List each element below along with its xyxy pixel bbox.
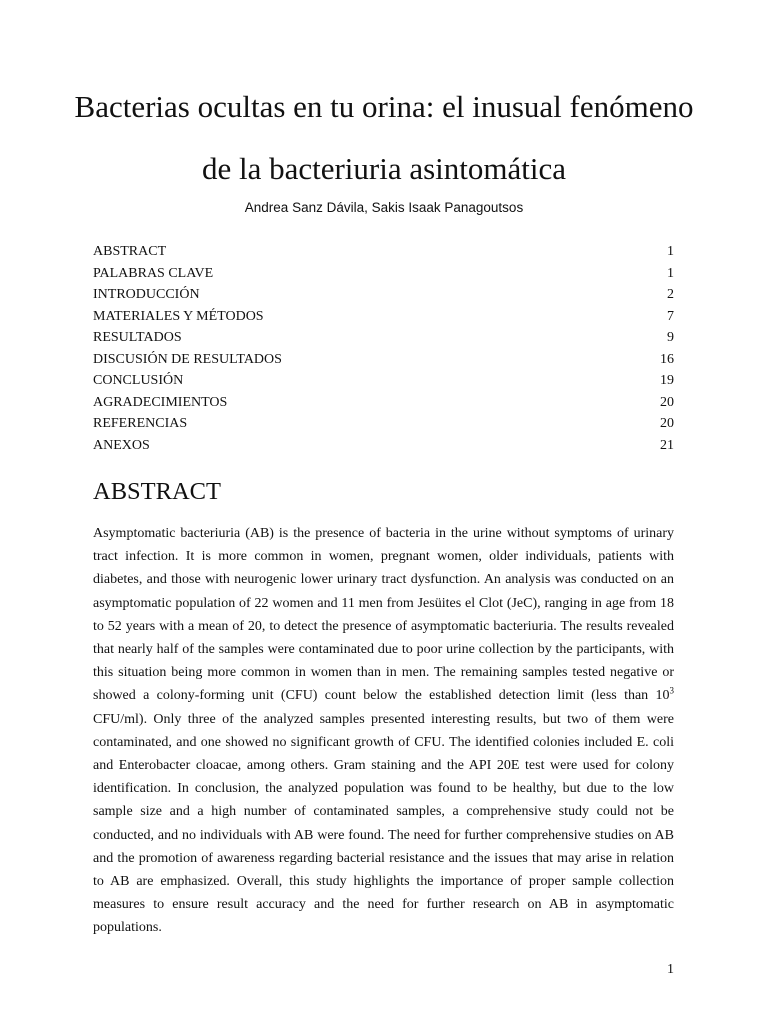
toc-entry	[93, 435, 674, 457]
toc-entry-page: 1	[667, 244, 674, 259]
abstract-paragraph	[93, 522, 674, 940]
abstract-superscript: 3	[669, 685, 674, 696]
toc-entry-page: 1	[667, 265, 674, 281]
page-number: 1	[667, 962, 674, 977]
abstract-text-part: CFU/ml). Only three of the analyzed samples presented interesting results, but two of them were contaminated, and one showed no significant growth of CFU. The identified colonies included E. coli and Enterobacter cloacae, among others. Gram staining and the API 20E test were used for colony identification. In conclusion, the analyzed population was found to be healthy, but due to the low sample size and a high number of contaminated samples, a comprehensive study could not be conducted, and no individuals with AB were found. The need for further comprehensive studies on AB and the promotion of awareness regarding bacterial resistance and the issues that may arise in relation to AB are emphasized. Overall, this study highlights the importance of proper sample collection measures to ensure result accuracy and the need for further research on AB in asymptomatic populations.	[93, 711, 674, 936]
toc-entry	[93, 370, 674, 392]
authors-line: Andrea Sanz Dávila, Sakis Isaak Panagoutsos	[244, 200, 524, 215]
toc-entry-label: ANEXOS	[93, 437, 150, 453]
toc-entry	[93, 284, 674, 306]
toc-entry-page: 21	[660, 437, 674, 453]
toc-entry	[93, 349, 674, 371]
toc-entry	[93, 263, 674, 285]
toc-entry-label: DISCUSIÓN DE RESULTADOS	[93, 351, 282, 367]
toc-entry-page: 2	[667, 287, 674, 302]
table-of-contents	[93, 241, 674, 456]
toc-entry	[93, 392, 674, 414]
toc-entry-page: 19	[660, 373, 674, 388]
toc-entry	[93, 241, 674, 263]
toc-entry-label: MATERIALES Y MÉTODOS	[93, 308, 264, 324]
toc-entry-page: 9	[667, 330, 674, 345]
toc-entry	[93, 413, 674, 435]
toc-entry-label: CONCLUSIÓN	[93, 373, 184, 388]
toc-entry	[93, 327, 674, 349]
toc-entry-label: INTRODUCCIÓN	[93, 287, 200, 302]
abstract-heading: ABSTRACT	[93, 478, 221, 505]
toc-entry-page: 20	[660, 394, 674, 410]
toc-entry-label: RESULTADOS	[93, 330, 182, 345]
toc-entry-page: 7	[667, 308, 674, 324]
toc-entry-page: 16	[660, 351, 674, 367]
toc-entry-page: 20	[660, 416, 674, 431]
toc-entry-label: REFERENCIAS	[93, 416, 188, 431]
abstract-text-part: Asymptomatic bacteriuria (AB) is the presence of bacteria in the urine without symptoms of urinary tract infection. It is more common in women, pregnant women, older individuals, patients with diabetes, and those with neurogenic lower urinary tract dysfunction. An analysis was conducted on an asymptomatic population of 22 women and 11 men from Jesüites el Clot (JeC), ranging in age from 18 to 52 years with a mean of 20, to detect the presence of asymptomatic bacteriuria. The results revealed that nearly half of the samples were contaminated due to poor urine collection by the participants, with this situation being more common in women than in men. The remaining samples tested negative or showed a colony-forming unit (CFU) count below the established detection limit (less than 10	[93, 526, 674, 704]
document-title: Bacterias ocultas en tu orina: el inusual fenómeno de la bacteriuria asintomática	[74, 89, 694, 186]
toc-entry-label: ABSTRACT	[93, 244, 167, 259]
toc-entry-label: PALABRAS CLAVE	[93, 265, 214, 281]
toc-entry-label: AGRADECIMIENTOS	[93, 394, 228, 410]
toc-entry	[93, 306, 674, 328]
